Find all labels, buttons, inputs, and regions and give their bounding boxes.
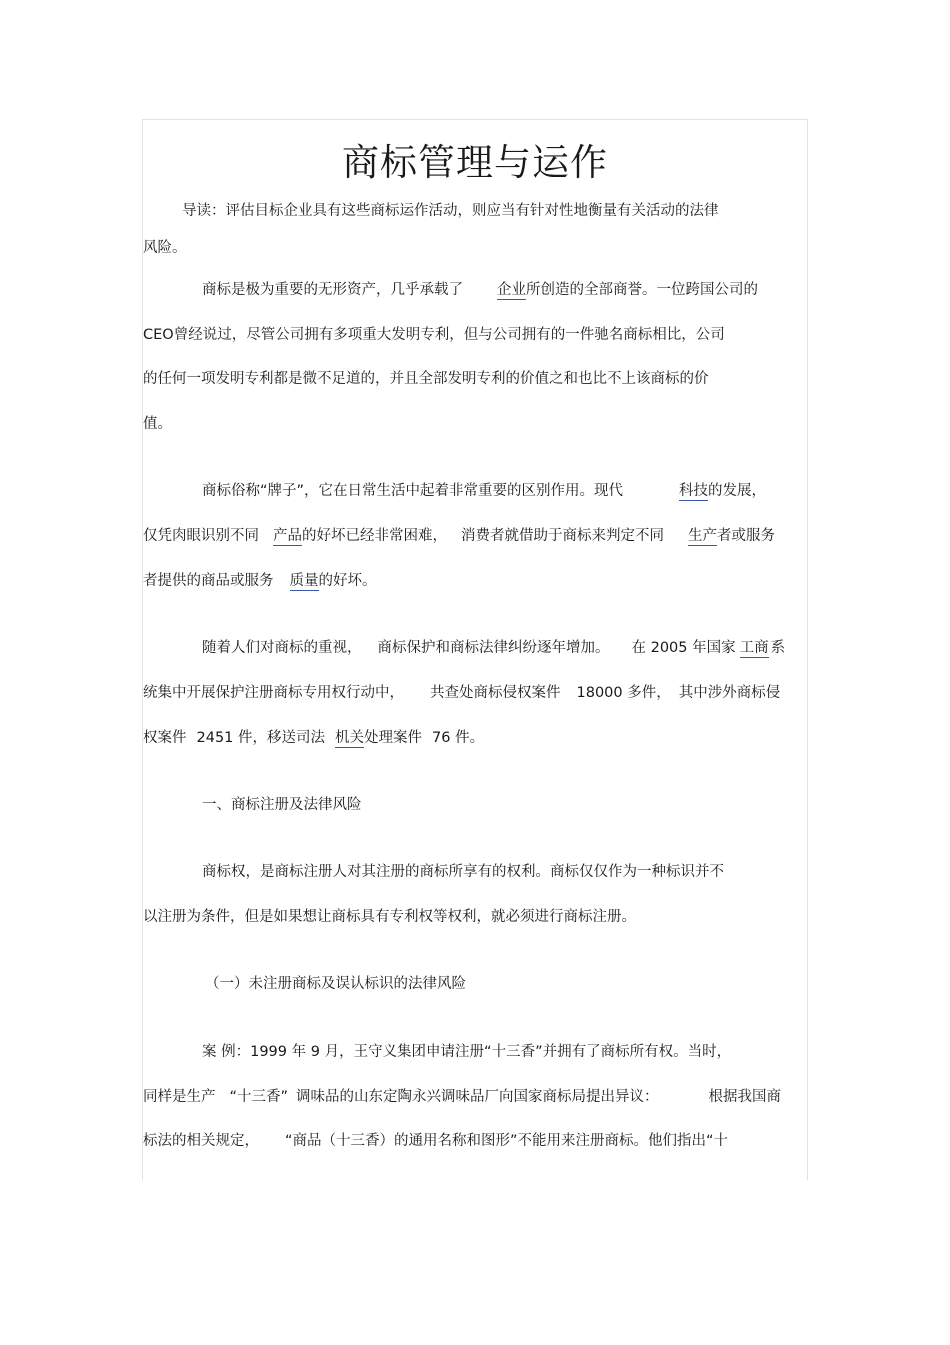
document-title: 商标管理与运作 [342,141,608,184]
para5-text: 调味品的山东定陶永兴调味品厂向国家商标局提出异议： [296,1089,659,1105]
para3-text: 2451 件，移送司法 [196,730,326,746]
para5-text: 根据我国商 [708,1089,782,1105]
para5-text: 标法的相关规定， [143,1133,259,1149]
para3-text: 共查处商标侵权案件 [430,685,561,701]
para3-text: 权案件 [143,730,187,746]
para5-text: “十三香” [229,1089,289,1105]
para3-text: 随着人们对商标的重视， [202,640,362,656]
link-quality[interactable]: 质量 [289,573,319,589]
para2-text: 者或服务 [717,528,775,544]
link-enterprise[interactable]: 企业 [497,282,526,298]
para2-line-2 [143,526,775,546]
para4-line-2: 以注册为条件，但是如果想让商标具有专利权等权利，就必须进行商标注册。 [143,909,636,925]
para5-text: 同样是生产 [143,1089,216,1105]
para3-line-1 [202,638,785,658]
para2-line-3 [143,571,377,591]
para1-line-1 [202,280,758,300]
para5-line-3 [143,1131,728,1151]
para3-line-2 [143,683,780,703]
para2-text: 的发展， [708,483,767,499]
link-product[interactable]: 产品 [273,528,302,544]
para4-line-1: 商标权，是商标注册人对其注册的商标所享有的权利。商标仅仅作为一种标识并不 [202,864,724,880]
para3-text: 统集中开展保护注册商标专用权行动中， [143,685,404,701]
para1-text: 商标是极为重要的无形资产，几乎承载了 [202,282,463,298]
para1-line-4: 值。 [143,416,172,432]
para5-text: “商品（十三香）的通用名称和图形”不能用来注册商标。他们指出“十 [285,1133,729,1149]
para2-text: 者提供的商品或服务 [143,573,274,589]
para1-text: 所创造的全部商誉。一位跨国公司的 [526,282,758,298]
para2-text: 的好坏已经非常困难， [302,528,447,544]
link-production[interactable]: 生产 [688,528,717,544]
para2-text: 仅凭肉眼识别不同 [143,528,259,544]
para2-line-1 [202,481,766,501]
subsection-heading: （一）未注册商标及误认标识的法律风险 [205,976,466,992]
link-technology[interactable]: 科技 [679,483,709,499]
section-heading: 一、商标注册及法律风险 [202,797,362,813]
para1-line-2: CEO曾经说过，尽管公司拥有多项重大发明专利，但与公司拥有的一件驰名商标相比，公司 [143,327,725,343]
para3-text: 商标保护和商标法律纠纷逐年增加。 [377,640,610,656]
para2-text: 的好坏。 [318,573,377,589]
para3-line-3 [143,728,484,748]
para3-text: 其中涉外商标侵 [678,685,781,701]
para5-line-2 [143,1087,781,1107]
para1-line-3: 的任何一项发明专利都是微不足道的，并且全部发明专利的价值之和也比不上该商标的价 [143,371,709,387]
para3-text: 18000 多件， [576,685,671,701]
para3-text: 76 件。 [432,730,485,746]
para3-text: 在 2005 年国家 [631,640,736,656]
para3-text: 系 [770,640,786,656]
para3-text: 处理案件 [364,730,423,746]
link-authority[interactable]: 机关 [335,730,365,746]
para2-text: 消费者就借助于商标来判定不同 [461,528,664,544]
para2-text: 商标俗称“牌子”，它在日常生活中起着非常重要的区别作用。现代 [202,483,624,499]
intro-line-1: 导读：评估目标企业具有这些商标运作活动，则应当有针对性地衡量有关活动的法律 [182,203,719,219]
para5-line-1: 案 例：1999 年 9 月，王守义集团申请注册“十三香”并拥有了商标所有权。当时， [202,1044,732,1060]
link-industry-commerce[interactable]: 工商 [739,640,769,656]
intro-line-2: 风险。 [143,240,187,256]
